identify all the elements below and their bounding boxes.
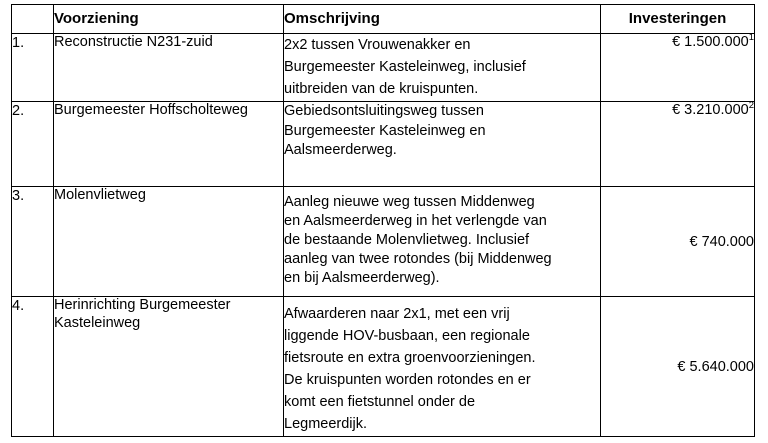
voorziening-line: Molenvlietweg <box>54 187 146 203</box>
omschrijving-line: komt een fietstunnel onder de <box>284 394 476 410</box>
table-row <box>12 34 755 102</box>
row-investering <box>601 34 755 102</box>
omschrijving-line: Gebiedsontsluitingsweg tussen <box>284 103 484 119</box>
omschrijving-line: De kruispunten worden rotondes en er <box>284 372 531 388</box>
table-row <box>12 102 755 187</box>
investering-amount: € 3.210.000 <box>672 102 749 118</box>
row-omschrijving <box>284 297 601 437</box>
table-row <box>12 187 755 297</box>
row-omschrijving <box>284 187 601 297</box>
omschrijving-line: en Aalsmeerderweg in het verlengde van <box>284 213 547 229</box>
voorziening-line: Herinrichting Burgemeester <box>54 297 231 313</box>
omschrijving-line: 2x2 tussen Vrouwenakker en <box>284 37 471 53</box>
table-row <box>12 297 755 437</box>
omschrijving-line: Burgemeester Kasteleinweg en <box>284 122 486 139</box>
row-number: 2. <box>12 102 54 187</box>
table-header-row <box>12 5 755 34</box>
row-omschrijving <box>284 102 601 187</box>
row-voorziening <box>54 187 284 297</box>
omschrijving-line: fietsroute en extra groenvoorzieningen. <box>284 350 536 366</box>
row-number: 3. <box>12 187 54 297</box>
omschrijving-line: Burgemeester Kasteleinweg, inclusief <box>284 59 526 75</box>
row-voorziening <box>54 102 284 187</box>
omschrijving-line: de bestaande Molenvlietweg. Inclusief <box>284 232 530 248</box>
row-omschrijving <box>284 34 601 102</box>
voorziening-line: Burgemeester Hoffscholteweg <box>54 102 248 118</box>
row-voorziening <box>54 34 284 102</box>
omschrijving-line: liggende HOV-busbaan, een regionale <box>284 328 530 344</box>
omschrijving-line: Afwaarderen naar 2x1, met een vrij <box>284 306 510 322</box>
omschrijving-line: Aalsmeerderweg. <box>284 142 397 158</box>
row-number: 4. <box>12 297 54 437</box>
column-header-number <box>12 5 54 34</box>
column-header-omschrijving: Omschrijving <box>284 5 601 34</box>
voorziening-line: Reconstructie N231-zuid <box>54 34 213 50</box>
row-voorziening <box>54 297 284 437</box>
investering-footnote-marker: 2 <box>748 100 754 112</box>
column-header-voorziening: Voorziening <box>54 5 284 34</box>
investering-amount: € 740.000 <box>689 233 754 250</box>
voorziening-line: Kasteleinweg <box>54 314 141 331</box>
omschrijving-line: Aanleg nieuwe weg tussen Middenweg <box>284 194 535 210</box>
investering-amount: € 1.500.000 <box>672 34 749 50</box>
omschrijving-line: en bij Aalsmeerderweg). <box>284 270 440 286</box>
row-investering <box>601 187 755 297</box>
investering-footnote-marker: 1 <box>748 32 754 44</box>
omschrijving-line: Legmeerdijk. <box>284 416 368 432</box>
omschrijving-line: uitbreiden van de kruispunten. <box>284 81 479 97</box>
column-header-investeringen: Investeringen <box>601 5 755 34</box>
investering-amount: € 5.640.000 <box>677 358 754 375</box>
voorzieningen-table <box>11 4 755 437</box>
row-investering <box>601 297 755 437</box>
row-investering <box>601 102 755 187</box>
row-number: 1. <box>12 34 54 102</box>
omschrijving-line: aanleg van twee rotondes (bij Middenweg <box>284 251 552 267</box>
